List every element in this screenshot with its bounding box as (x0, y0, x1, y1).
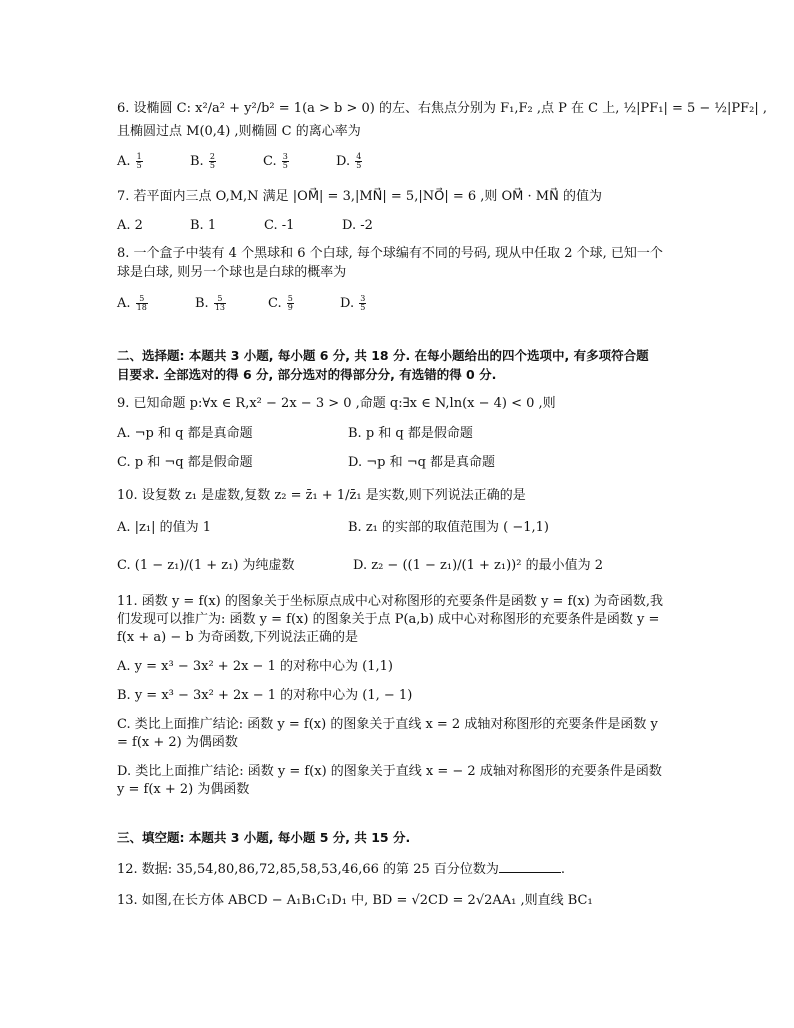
fraction: $\frac{5}{9}$ (287, 294, 293, 312)
q6-option-c[interactable]: C. $\frac{3}{5}$ (263, 152, 288, 170)
q8-option-a[interactable]: A. $\frac{5}{18}$ (117, 294, 147, 312)
q13-stem: 13. 如图,在长方体 ABCD − A₁B₁C₁D₁ 中, BD = √2CD = 2√2AA₁ ,则直线 BC₁ (117, 893, 593, 908)
fraction: $\frac{3}{5}$ (360, 294, 366, 312)
q11-option-a[interactable]: A. y = x³ − 3x² + 2x − 1 的对称中心为 (1,1) (117, 659, 393, 674)
q9-option-c[interactable]: C. p 和 ¬q 都是假命题 (117, 455, 253, 470)
fraction: $\frac{3}{5}$ (282, 152, 288, 170)
q6-option-b[interactable]: B. $\frac{2}{5}$ (190, 152, 215, 170)
fraction: $\frac{5}{13}$ (214, 294, 226, 312)
q10-option-a[interactable]: A. |z₁| 的值为 1 (117, 520, 212, 535)
q7-option-c[interactable]: C. -1 (264, 218, 295, 233)
q11-option-b[interactable]: B. y = x³ − 3x² + 2x − 1 的对称中心为 (1, − 1) (117, 688, 413, 703)
q10-option-c[interactable]: C. (1 − z₁)/(1 + z₁) 为纯虚数 (117, 558, 295, 573)
q12-period: . (560, 862, 566, 877)
q11-stem-line2: 们发现可以推广为: 函数 y = f(x) 的图象关于点 P(a,b) 成中心对称图形的充要条件是函数 y = (117, 612, 660, 627)
q10-stem: 10. 设复数 z₁ 是虚数,复数 z₂ = z̄₁ + 1/z̄₁ 是实数,则下列说法正确的是 (117, 488, 526, 503)
q11-option-c-line2: = f(x + 2) 为偶函数 (117, 735, 238, 750)
q6-option-d[interactable]: D. $\frac{4}{5}$ (336, 152, 362, 170)
q7-stem: 7. 若平面内三点 O,M,N 满足 |OM⃗| = 3,|MN⃗| = 5,|NO⃗| = 6 ,则 OM⃗ · MN⃗ 的值为 (117, 189, 602, 204)
section2-heading-line1: 二、选择题: 本题共 3 小题, 每小题 6 分, 共 18 分. 在每小题给出的四个选项中, 有多项符合题 (117, 348, 649, 363)
q9-option-d[interactable]: D. ¬p 和 ¬q 都是真命题 (348, 455, 496, 470)
q11-stem-line1: 11. 函数 y = f(x) 的图象关于坐标原点成中心对称图形的充要条件是函数 y = f(x) 为奇函数,我 (117, 594, 664, 609)
q8-option-b[interactable]: B. $\frac{5}{13}$ (195, 294, 226, 312)
fraction: $\frac{1}{5}$ (136, 152, 142, 170)
q6-stem-line1: 6. 设椭圆 C: x²/a² + y²/b² = 1(a > b > 0) 的左、右焦点分别为 F₁,F₂ ,点 P 在 C 上, ½|PF₁| = 5 − ½|PF₂| , (117, 101, 768, 116)
q12-text: 12. 数据: 35,54,80,86,72,85,58,53,46,66 的第 25 百分位数为 (117, 862, 499, 877)
q11-option-d-line2: y = f(x + 2) 为偶函数 (117, 782, 250, 797)
section2-heading-line2: 目要求. 全部选对的得 6 分, 部分选对的得部分分, 有选错的得 0 分. (117, 367, 497, 382)
q6-stem-line2: 且椭圆过点 M(0,4) ,则椭圆 C 的离心率为 (117, 124, 361, 139)
q7-option-d[interactable]: D. -2 (342, 218, 373, 233)
q7-option-b[interactable]: B. 1 (190, 218, 217, 233)
q10-option-d[interactable]: D. z₂ − ((1 − z₁)/(1 + z₁))² 的最小值为 2 (353, 558, 603, 573)
q11-option-c-line1: C. 类比上面推广结论: 函数 y = f(x) 的图象关于直线 x = 2 成轴对称图形的充要条件是函数 y (117, 717, 658, 732)
fraction: $\frac{2}{5}$ (209, 152, 215, 170)
q12-answer-blank[interactable] (499, 860, 561, 873)
q8-option-d[interactable]: D. $\frac{3}{5}$ (340, 294, 366, 312)
q9-option-a[interactable]: A. ¬p 和 q 都是真命题 (117, 426, 253, 441)
q12-stem (117, 860, 565, 879)
fraction: $\frac{5}{18}$ (136, 294, 147, 312)
q9-option-b[interactable]: B. p 和 q 都是假命题 (348, 426, 473, 441)
q10-option-b[interactable]: B. z₁ 的实部的取值范围为 ( −1,1) (348, 520, 549, 535)
section3-heading: 三、填空题: 本题共 3 小题, 每小题 5 分, 共 15 分. (117, 830, 411, 845)
q6-option-a[interactable]: A. $\frac{1}{5}$ (117, 152, 142, 170)
q7-option-a[interactable]: A. 2 (117, 218, 143, 233)
q11-stem-line3: f(x + a) − b 为奇函数,下列说法正确的是 (117, 630, 358, 645)
q11-option-d-line1: D. 类比上面推广结论: 函数 y = f(x) 的图象关于直线 x = − 2 成轴对称图形的充要条件是函数 (117, 764, 662, 779)
q8-stem-line1: 8. 一个盒子中装有 4 个黑球和 6 个白球, 每个球编有不同的号码, 现从中任取 2 个球, 已知一个 (117, 246, 663, 261)
fraction: $\frac{4}{5}$ (356, 152, 362, 170)
q9-stem: 9. 已知命题 p:∀x ∈ R,x² − 2x − 3 > 0 ,命题 q:∃x ∈ N,ln(x − 4) < 0 ,则 (117, 396, 556, 411)
q8-option-c[interactable]: C. $\frac{5}{9}$ (268, 294, 293, 312)
q8-stem-line2: 球是白球, 则另一个球也是白球的概率为 (117, 265, 347, 280)
